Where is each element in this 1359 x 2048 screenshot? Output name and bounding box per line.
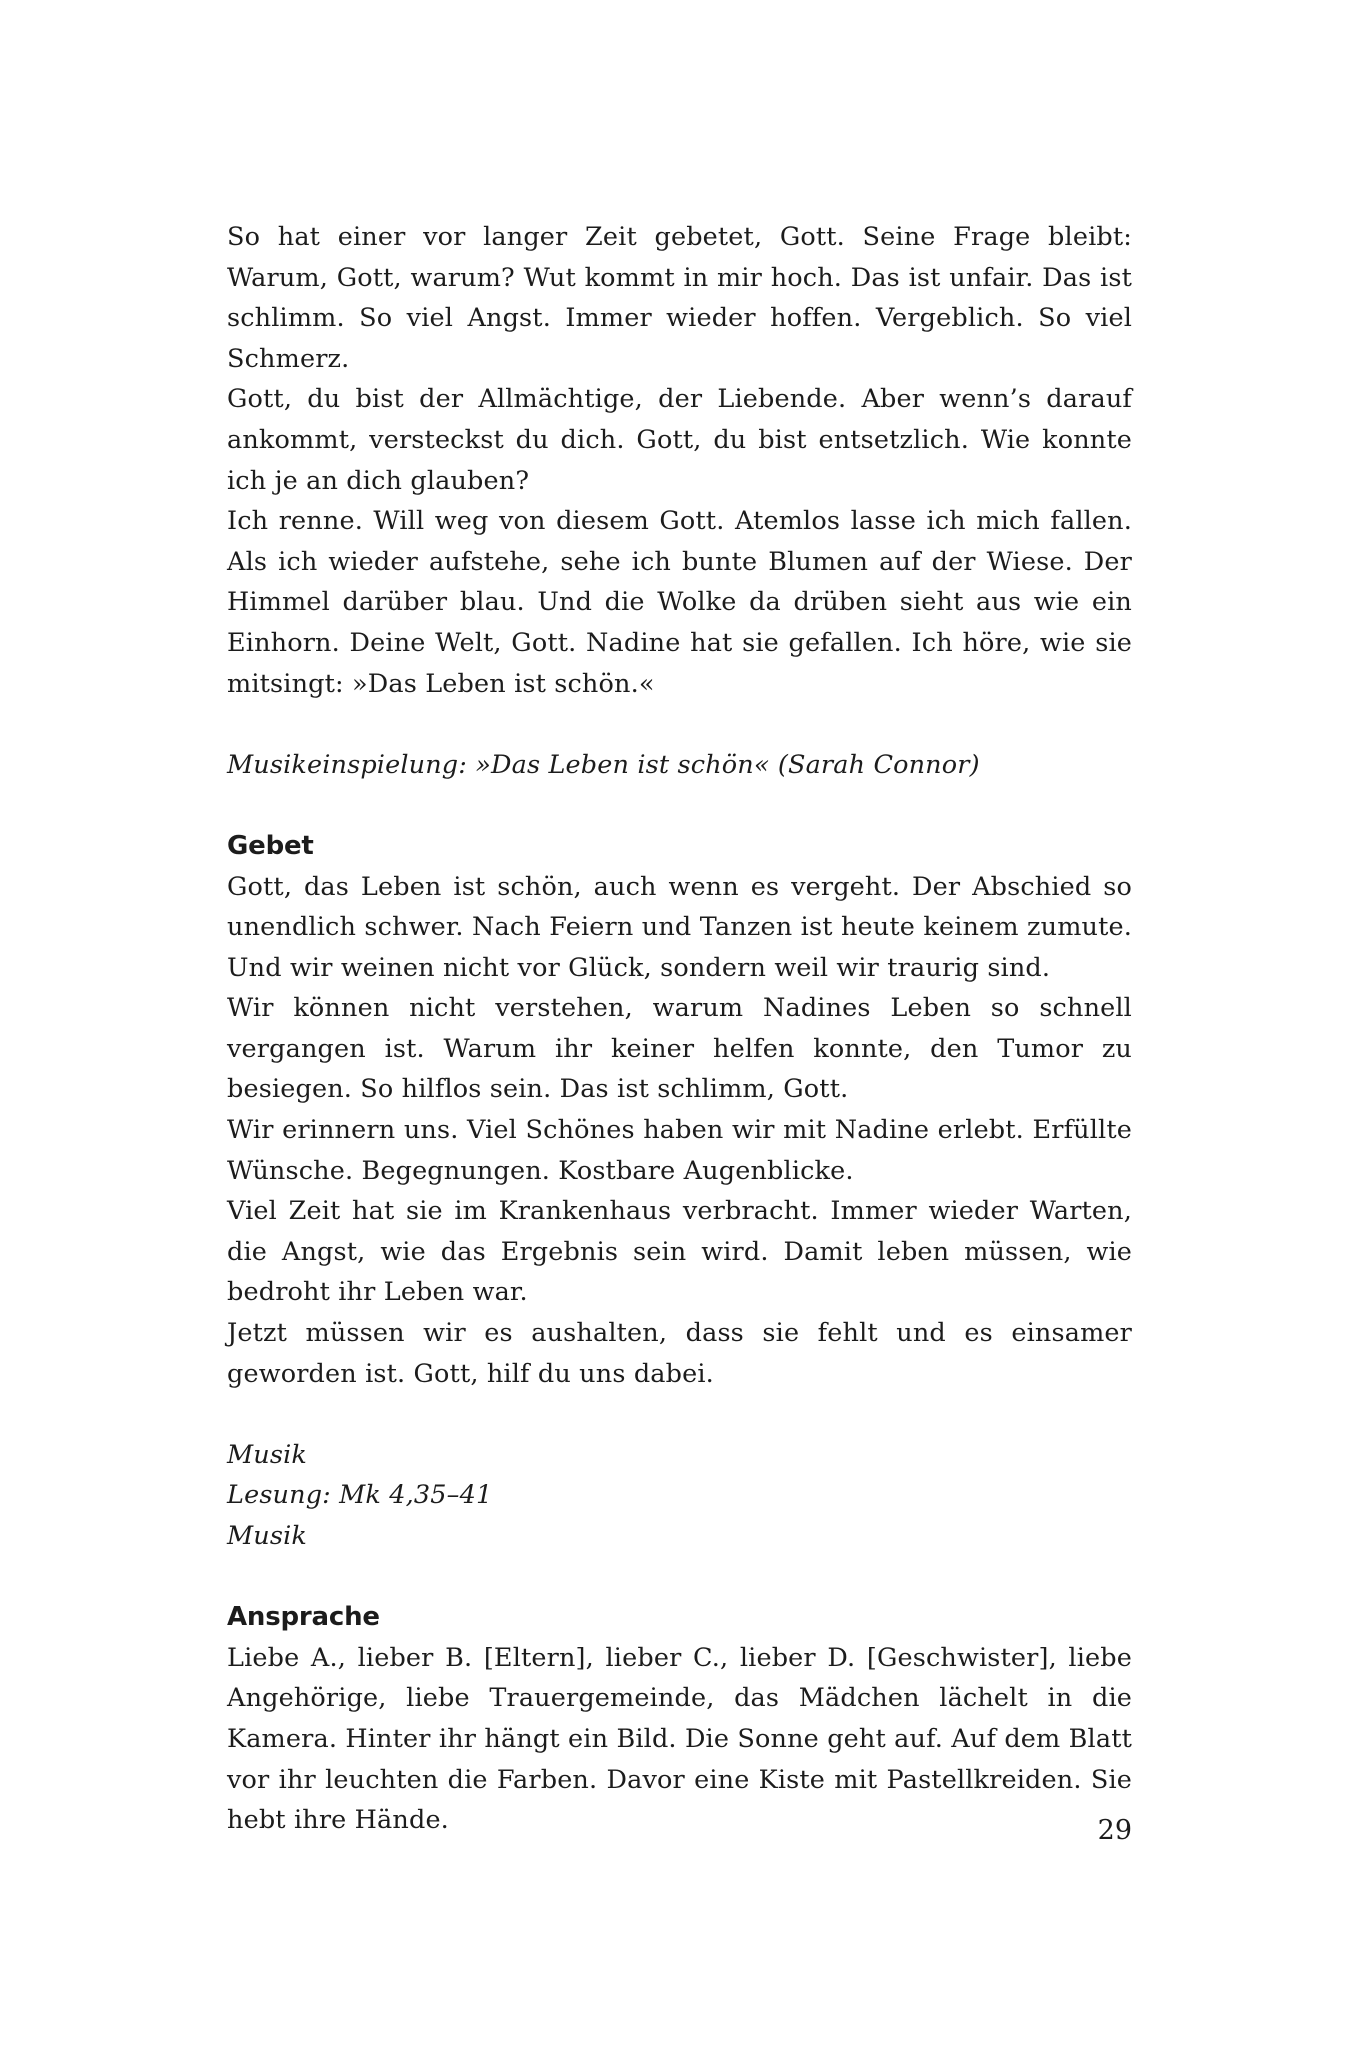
- gebet-paragraph-2: Wir können nicht verstehen, warum Nadines Leben so schnell vergangen ist. Warum ihr keiner helfen konnte, den Tumor zu besiegen. So hilflos sein. Das ist schlimm, Gott.: [227, 993, 1132, 1105]
- spacer: [227, 1557, 1132, 1598]
- spacer: [227, 785, 1132, 826]
- gebet-paragraph-5: Jetzt müssen wir es aushalten, dass sie fehlt und es einsamer geworden ist. Gott, hilf du uns dabei.: [227, 1318, 1132, 1389]
- liturgy-item-reading: Lesung: Mk 4,35–41: [227, 1480, 493, 1511]
- page-number: 29: [1097, 1815, 1132, 1846]
- gebet-paragraph-3: Wir erinnern uns. Viel Schönes haben wir mit Nadine erlebt. Erfüllte Wünsche. Begegnungen. Kostbare Augenblicke.: [227, 1115, 1132, 1186]
- section-heading-gebet: Gebet: [227, 830, 314, 861]
- spacer: [227, 1394, 1132, 1435]
- gebet-paragraph-1: Gott, das Leben ist schön, auch wenn es vergeht. Der Abschied so unendlich schwer. Nach Feiern und Tanzen ist heute keinem zumute. Und wir weinen nicht vor Glück, sondern weil wir traurig sind.: [227, 871, 1132, 983]
- intro-paragraph-1: So hat einer vor langer Zeit gebetet, Gott. Seine Frage bleibt: Warum, Gott, warum? Wut kommt in mir hoch. Das ist unfair. Das ist schlimm. So viel Angst. Immer wieder hoffen. Vergeblich. So viel Schmerz.: [227, 222, 1132, 374]
- music-note: Musikeinspielung: »Das Leben ist schön« (Sarah Connor): [227, 749, 980, 780]
- liturgy-item-music-1: Musik: [227, 1439, 307, 1470]
- intro-paragraph-3: Ich renne. Will weg von diesem Gott. Atemlos lasse ich mich fallen. Als ich wieder aufstehe, sehe ich bunte Blumen auf der Wiese. Der Himmel darüber blau. Und die Wolke da drüben sieht aus wie ein Einhorn. Deine Welt, Gott. Nadine hat sie gefallen. Ich höre, wie sie mitsingt: »Das Leben ist schön.«: [227, 506, 1132, 699]
- body-text: [227, 217, 1132, 1841]
- ansprache-paragraph-1: Liebe A., lieber B. [Eltern], lieber C., lieber D. [Geschwister], liebe Angehörige, liebe Trauergemeinde, das Mädchen lächelt in die Kamera. Hinter ihr hängt ein Bild. Die Sonne geht auf. Auf dem Blatt vor ihr leuchten die Farben. Davor eine Kiste mit Pastellkreiden. Sie hebt ihre Hände.: [227, 1642, 1132, 1836]
- section-heading-ansprache: Ansprache: [227, 1602, 380, 1633]
- spacer: [227, 704, 1132, 745]
- gebet-paragraph-4: Viel Zeit hat sie im Krankenhaus verbracht. Immer wieder Warten, die Angst, wie das Ergebnis sein wird. Damit leben müssen, wie bedroht ihr Leben war.: [227, 1196, 1132, 1308]
- intro-paragraph-2: Gott, du bist der Allmächtige, der Liebende. Aber wenn’s darauf ankommt, versteckst du dich. Gott, du bist entsetzlich. Wie konnte ich je an dich glauben?: [227, 384, 1132, 496]
- liturgy-item-music-2: Musik: [227, 1521, 307, 1551]
